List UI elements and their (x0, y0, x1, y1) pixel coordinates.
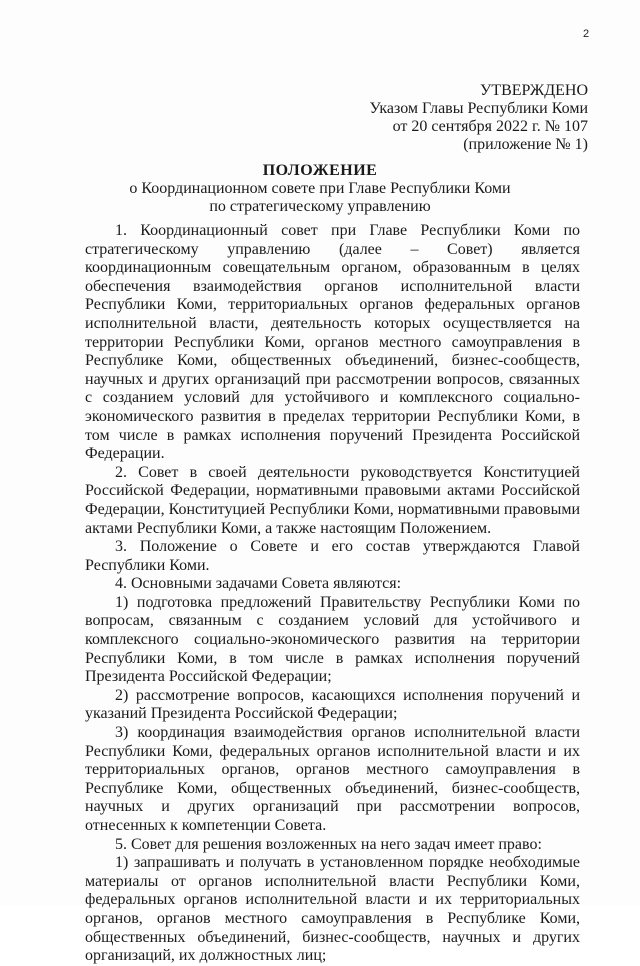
paragraph-3: 3. Положение о Совете и его состав утверждаются Главой Республики Коми. (85, 538, 580, 574)
paragraph-4-item-3: 3) координация взаимодействия органов исполнительной власти Республики Коми, федеральных органов исполнительной власти и их территориальных органов, органов местного самоуправления в Республике Коми, общественных объединений, бизнес-сообществ, научных и других организаций при рассмотрении вопросов, отнесенных к компетенции Совета. (85, 724, 580, 834)
paragraph-4-item-1: 1) подготовка предложений Правительству Республики Коми по вопросам, связанным с созданием условий для устойчивого и комплексного социально-экономического развития на территории Республики Коми, в том числе в рамках исполнения поручений Президента Российской Федерации; (85, 593, 580, 686)
approval-heading: УТВЕРЖДЕНО (479, 82, 588, 99)
paragraph-1: 1. Координационный совет при Главе Республики Коми по стратегическому управлению (далее – Совет) является координационным совещательным органом, образованным в целях обеспечения взаимодействия органов исполнительной власти Республики Коми, территориальных органов федеральных органов исполнительной власти, деятельность которых осуществляется на территории Республики Коми, органов местного самоуправления в Республике Коми, общественных объединений, бизнес-сообществ, научных и других организаций при рассмотрении вопросов, связанных с созданием условий для устойчивого и комплексного социально-экономического развития в пределах территории Республики Коми, в том числе в рамках исполнения поручений Президента Российской Федерации. (85, 222, 580, 463)
subtitle-line-1: о Координационном совете при Главе Республики Коми (129, 180, 511, 197)
paragraph-5: 5. Совет для решения возложенных на него задач имеет право: (115, 835, 542, 853)
approval-stamp (369, 82, 588, 154)
page-number: 2 (583, 28, 590, 40)
paragraph-5-item-1: 1) запрашивать и получать в установленном порядке необходимые материалы от органов исполнительной власти Республики Коми, федеральных органов исполнительной власти и их территориальных органов, органов местного самоуправления в Республике Коми, общественных объединений, бизнес-сообществ, научных и других организаций, их должностных лиц; (85, 854, 580, 965)
document-body (85, 222, 580, 966)
approval-decree: Указом Главы Республики Коми (369, 100, 588, 117)
subtitle-line-2: по стратегическому управлению (209, 198, 431, 215)
approval-appendix: (приложение № 1) (463, 136, 588, 153)
document-subtitle (0, 180, 640, 216)
paragraph-4-item-2: 2) рассмотрение вопросов, касающихся исполнения поручений и указаний Президента Российской Федерации; (85, 686, 580, 723)
document-title: ПОЛОЖЕНИЕ (262, 162, 378, 179)
paragraph-2: 2. Совет в своей деятельности руководствуется Конституцией Российской Федерации, нормативными правовыми актами Российской Федерации, Конституцией Республики Коми, нормативными правовыми актами Республики Коми, а также настоящим Положением. (85, 463, 580, 537)
paragraph-4: 4. Основными задачами Совета являются: (115, 575, 402, 593)
approval-date: от 20 сентября 2022 г. № 107 (392, 118, 588, 135)
